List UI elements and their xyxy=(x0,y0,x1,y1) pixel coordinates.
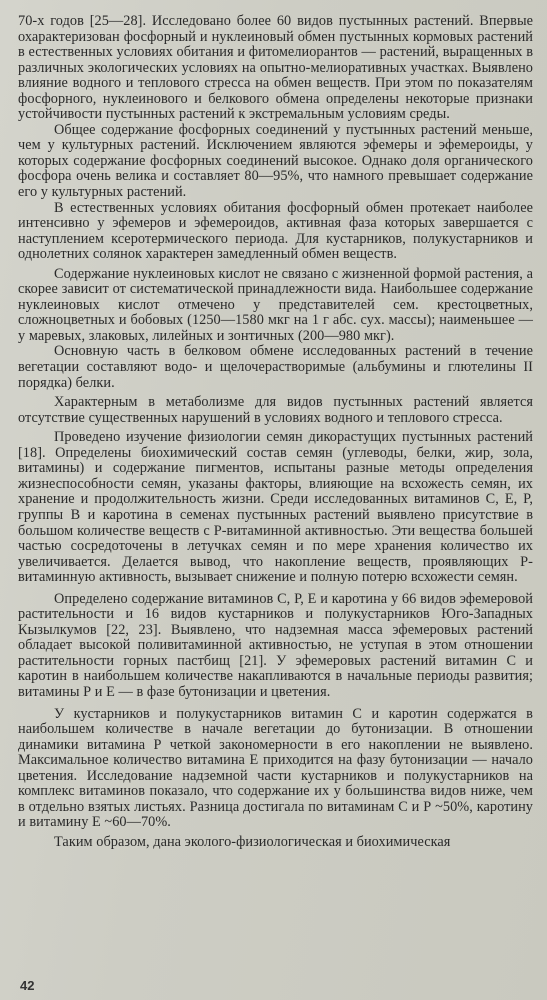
paragraph-3: В естественных условиях обитания фосфорный обмен протекает наиболее интенсивно у эфемеров и эфемероидов, активная фаза которых завершается с наступлением ксеротермического периода. Для кустарников, полукустарников и однолетних солянок характерен замедленный обмен веществ. xyxy=(18,199,533,263)
paragraph-8: Определено содержание витаминов С, Р, Е и каротина у 66 видов эфемеровой растительности и 16 видов кустарников и полукустарников Юго-Западных Кызылкумов [22, 23]. Выявлено, что надземная масса эфемеровых растений обладает высокой поливитаминной активностью, не уступая в этом отношении растительности горных пастбищ [21]. У эфемеровых растений витамин С и каротин в наибольшем количестве накапливаются в начальные периоды развития; витамины Р и Е — в фазе бутонизации и цветения. xyxy=(18,590,533,700)
paragraph-4: Содержание нуклеиновых кислот не связано с жизненной формой растения, а скорее зависит от систематической принадлежности вида. Наибольшее содержание нуклеиновых кислот отмечено у представителей сем. крестоцветных, сложноцветных и бобовых (1250—1580 мкг на 1 г абс. сух. массы); наименьшее — у маревых, злаковых, лилейных и зонтичных (200—980 мкг). xyxy=(18,265,533,344)
page-body-text xyxy=(18,14,533,850)
paragraph-5: Основную часть в белковом обмене исследованных растений в течение вегетации составляют водо- и щелочерастворимые (альбумины и глютелины II порядка) белки. xyxy=(18,343,533,391)
paragraph-2: Общее содержание фосфорных соединений у пустынных растений меньше, чем у культурных растений. Исключением являются эфемеры и эфемероиды, у которых содержание фосфорных соединений высокое. Однако доля органического фосфора очень велика и составляет 80—95%, что намного превышает содержание его у культурных растений. xyxy=(18,121,533,201)
paragraph-1: 70-х годов [25—28]. Исследовано более 60 видов пустынных растений. Впервые охарактеризован фосфорный и нуклеиновый обмен пустынных кормовых растений в естественных условиях обитания и фитомелиорантов — растений, выращенных в различных экологических условиях на опытно-мелиоративных участках. Выявлено влияние водного и теплового стресса на обмен веществ. При этом по показателям фосфорного, нуклеинового и белкового обмена определены некоторые признаки устойчивости пустынных растений к экстремальным условиям среды. xyxy=(18,13,533,123)
paragraph-7: Проведено изучение физиологии семян дикорастущих пустынных растений [18]. Определены биохимический состав семян (углеводы, белки, жир, зола, витамины) и содержание пигментов, испытаны разные методы определения жизнеспособности семян, указаны факторы, влияющие на всхожесть семян, их хранение и продолжительность жизни. Среди исследованных витаминов С, Е, Р, группы В и каротина в семенах пустынных растений выявлено присутствие в большом количестве веществ с Р-витаминной активностью. Эти вещества большей частью сосредоточены в летучках семян и по мере хранения количество их увеличивается. Делается вывод, что накопление веществ, проявляющих Р-витаминную активность, вызывает снижение и полную потерю всхожести семян. xyxy=(18,429,533,586)
paragraph-9: У кустарников и полукустарников витамин С и каротин содержатся в наибольшем количестве в начале вегетации до бутонизации. В отношении динамики витамина Р четкой закономерности в его накоплении не выявлено. Максимальное количество витамина Е приходится на фазу бутонизации — начало цветения. Исследование надземной части кустарников и полукустарников на комплекс витаминов показало, что содержание их у большинства видов ниже, чем в отдельно взятых листьях. Разница достигала по витаминам С и Р ~50%, каротину и витамину Е ~60—70%. xyxy=(18,705,533,831)
page-number: 42 xyxy=(20,978,35,993)
paragraph-10: Таким образом, дана эколого-физиологическая и биохимическая xyxy=(54,833,451,850)
paragraph-6: Характерным в метаболизме для видов пустынных растений является отсутствие существенных нарушений в условиях водного и теплового стресса. xyxy=(18,394,533,426)
